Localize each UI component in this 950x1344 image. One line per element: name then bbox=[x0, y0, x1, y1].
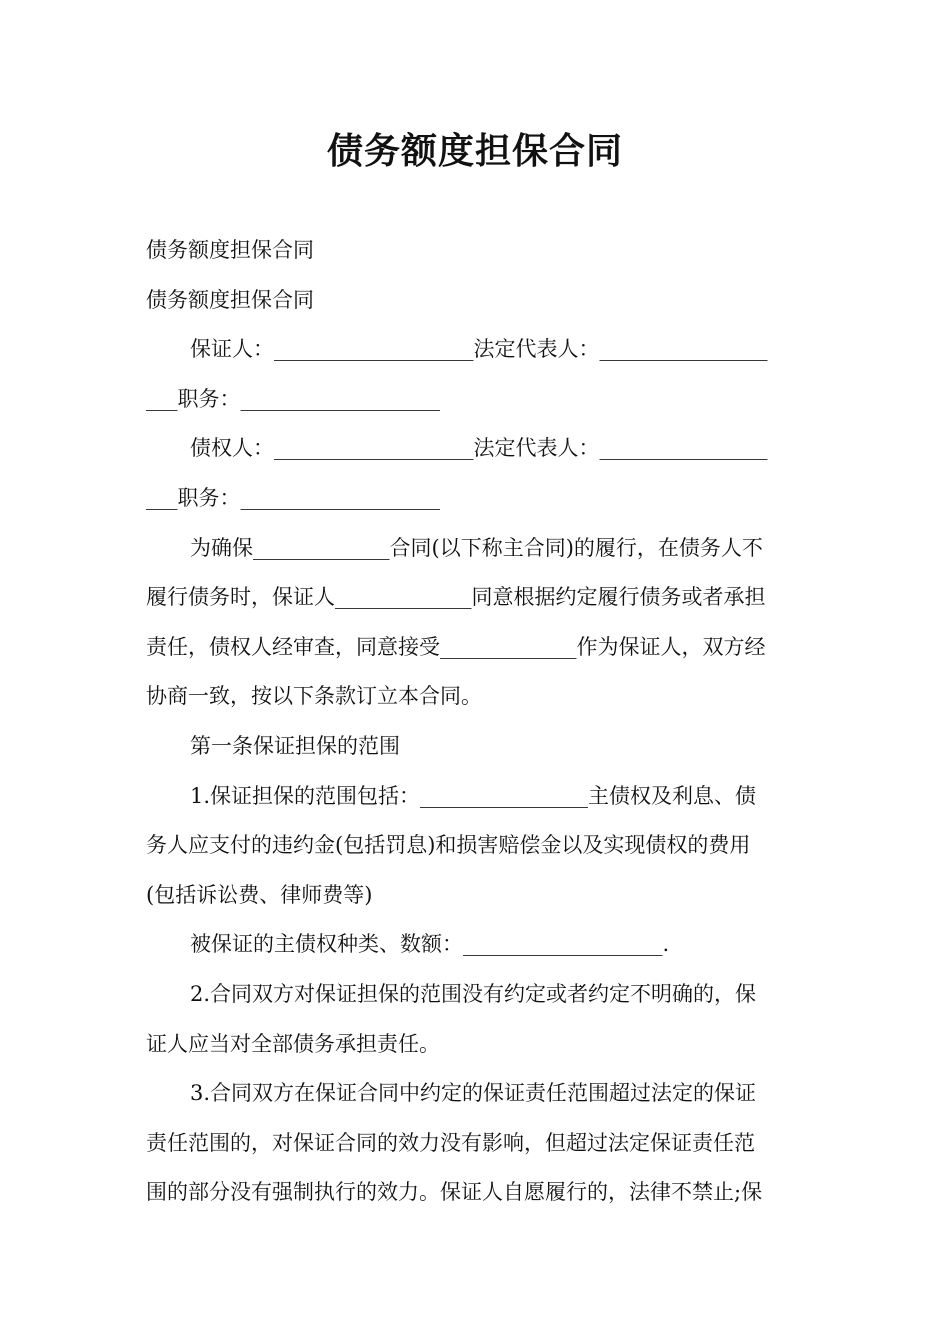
clause-line: 务人应支付的违约金(包括罚息)和损害赔偿金以及实现债权的费用 bbox=[146, 833, 751, 858]
body-line: 协商一致，按以下条款订立本合同。 bbox=[146, 684, 482, 709]
body-line: 为确保_____________合同(以下称主合同)的履行，在债务人不 bbox=[190, 535, 763, 560]
clause-line: 围的部分没有强制执行的效力。保证人自愿履行的，法律不禁止;保 bbox=[146, 1180, 763, 1205]
guarantor-line: 保证人：___________________法定代表人：________________ bbox=[190, 337, 768, 362]
clause-line: 责任范围的，对保证合同的效力没有影响，但超过法定保证责任范 bbox=[146, 1130, 755, 1155]
clause-line: 1.保证担保的范围包括：________________主债权及利息、债 bbox=[190, 783, 757, 808]
document-title: 债务额度担保合同 bbox=[326, 131, 623, 172]
creditor-position-line: ___职务：___________________ bbox=[146, 485, 440, 510]
guarantor-position-line: ___职务：___________________ bbox=[146, 386, 440, 411]
clause-line: 被保证的主债权种类、数额：___________________. bbox=[190, 932, 670, 957]
body-line: 责任，债权人经审查，同意接受_____________作为保证人，双方经 bbox=[146, 634, 766, 659]
clause-line: 3.合同双方在保证合同中约定的保证责任范围超过法定的保证 bbox=[190, 1081, 757, 1106]
clause-line: (包括诉讼费、律师费等) bbox=[146, 882, 373, 907]
article-heading: 第一条保证担保的范围 bbox=[190, 733, 400, 758]
body-line: 债务额度担保合同 bbox=[146, 238, 314, 262]
body-line: 债务额度担保合同 bbox=[146, 287, 314, 312]
clause-line: 证人应当对全部债务承担责任。 bbox=[146, 1031, 440, 1056]
body-line: 履行债务时，保证人_____________同意根据约定履行债务或者承担 bbox=[146, 585, 766, 610]
creditor-line: 债权人：___________________法定代表人：________________ bbox=[190, 436, 768, 461]
document-body bbox=[146, 226, 806, 1218]
clause-line: 2.合同双方对保证担保的范围没有约定或者约定不明确的，保 bbox=[190, 981, 757, 1006]
